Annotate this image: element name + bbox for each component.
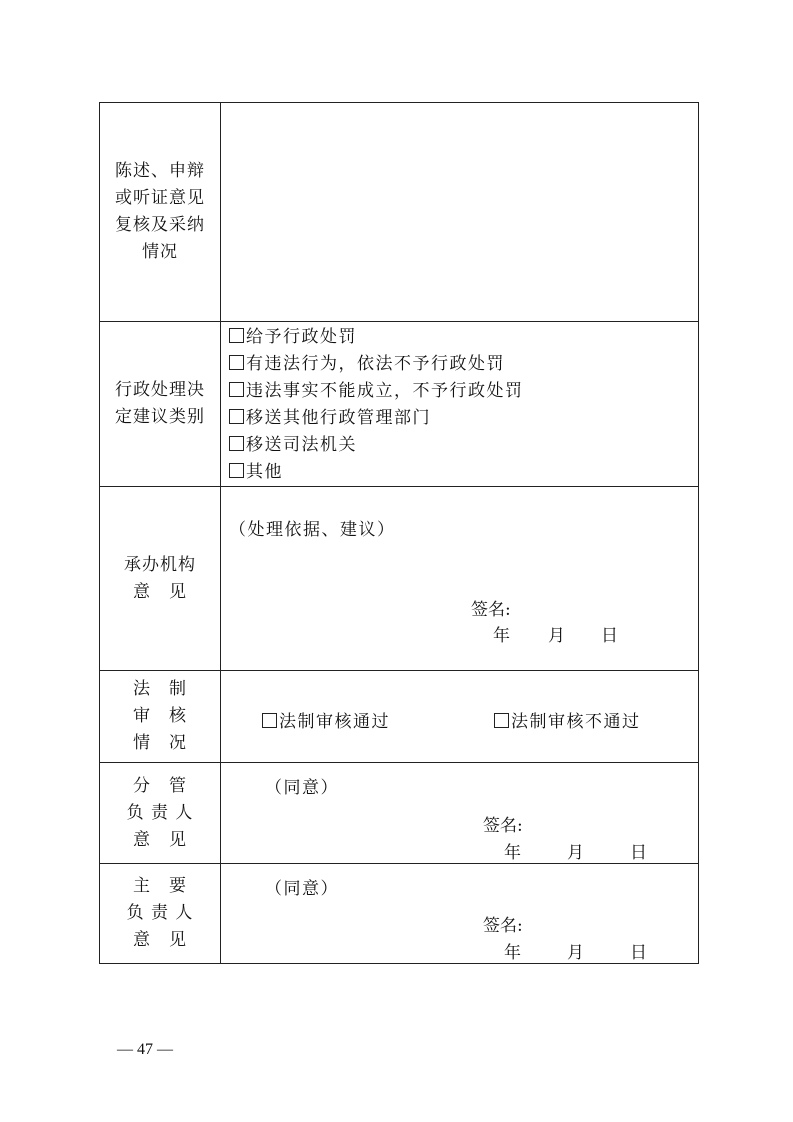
signature-label: 签名: [483,916,523,936]
legal-pass-label: 法制审核通过 [279,712,390,732]
legal-review-options [221,671,699,763]
label-line: 负 责 人 [126,903,194,923]
principal-head-label [100,864,221,964]
statement-review-label [100,103,221,322]
review-form-table [99,102,699,964]
decision-category-row [100,322,699,487]
date-day: 日 [601,626,618,646]
agree-note: （同意） [265,879,339,899]
decision-option[interactable] [229,351,698,378]
date-day: 日 [630,843,647,863]
label-line: 意 见 [133,581,187,602]
checkbox-icon[interactable] [494,713,509,728]
label-line: 负 责 人 [126,802,194,823]
label-line: 意 见 [133,930,187,950]
checkbox-icon[interactable] [229,382,244,397]
decision-option-label: 给予行政处罚 [246,327,357,347]
checkbox-icon[interactable] [229,328,244,343]
date-day: 日 [630,943,647,963]
handling-agency-opinion[interactable] [221,487,699,671]
legal-review-label [100,671,221,763]
decision-option-label: 其他 [246,462,283,482]
label-line: 定建议类别 [115,407,205,427]
label-line: 分 管 [133,775,187,796]
label-line: 意 见 [133,829,187,850]
date-month: 月 [548,626,565,646]
deputy-head-opinion[interactable] [221,763,699,864]
decision-option[interactable] [229,378,698,405]
signature-label: 签名: [471,600,511,620]
signature-date [504,838,647,863]
label-line: 承办机构 [124,554,196,575]
principal-head-opinion[interactable] [221,864,699,964]
legal-pass-option[interactable] [262,707,390,732]
statement-review-row [100,103,699,322]
date-month: 月 [567,943,584,963]
label-line: 陈述、申辩 [115,161,205,181]
legal-fail-option[interactable] [494,707,641,732]
label-line: 审 核 [133,706,187,726]
date-year: 年 [493,626,510,646]
checkbox-icon[interactable] [262,713,277,728]
checkbox-icon[interactable] [229,436,244,451]
legal-fail-label: 法制审核不通过 [511,712,641,732]
agree-note: （同意） [265,778,339,798]
label-line: 情况 [142,242,178,262]
deputy-head-row [100,763,699,864]
decision-category-options [221,322,699,487]
signature-label: 签名: [483,816,523,836]
statement-review-content[interactable] [221,103,699,322]
checkbox-icon[interactable] [229,355,244,370]
label-line: 复核及采纳 [115,215,205,235]
principal-head-row [100,864,699,964]
label-line: 行政处理决 [115,380,205,400]
decision-option[interactable] [229,459,698,486]
signature-date [504,938,647,963]
signature-date [493,621,618,646]
checkbox-icon[interactable] [229,463,244,478]
checkbox-icon[interactable] [229,409,244,424]
date-month: 月 [567,843,584,863]
handling-agency-label [100,487,221,671]
label-line: 主 要 [133,876,187,896]
handling-basis-note: （处理依据、建议） [229,520,396,540]
date-year: 年 [504,843,521,863]
label-line: 法 制 [133,679,187,699]
decision-option[interactable] [229,324,698,351]
label-line: 或听证意见 [115,188,205,208]
decision-category-label [100,322,221,487]
page-number: — 47 — [117,1041,173,1058]
decision-option[interactable] [229,432,698,459]
decision-option[interactable] [229,405,698,432]
deputy-head-label [100,763,221,864]
decision-option-label: 移送其他行政管理部门 [246,408,431,428]
handling-agency-row [100,487,699,671]
date-year: 年 [504,943,521,963]
decision-option-label: 有违法行为，依法不予行政处罚 [246,354,505,374]
label-line: 情 况 [133,733,187,753]
legal-review-row [100,671,699,763]
decision-option-label: 违法事实不能成立，不予行政处罚 [246,381,524,401]
decision-option-label: 移送司法机关 [246,435,357,455]
